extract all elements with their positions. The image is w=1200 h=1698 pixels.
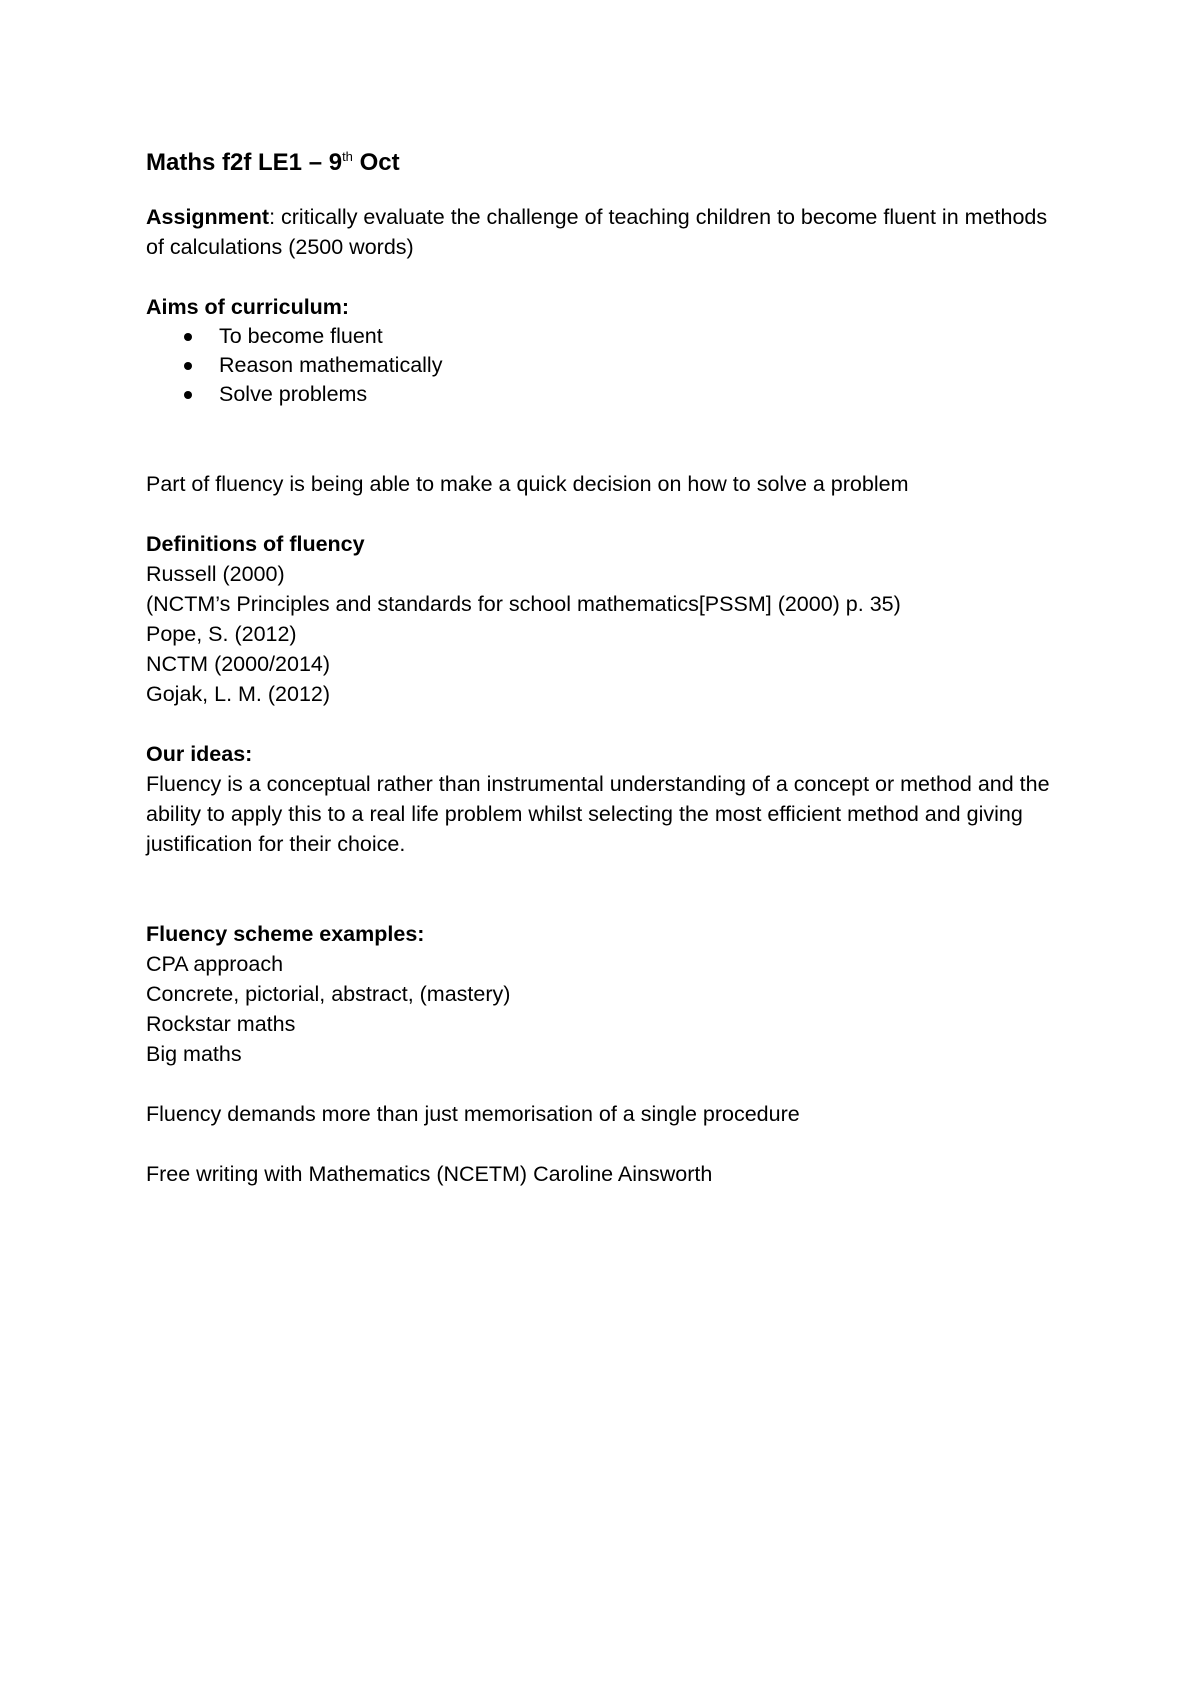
assignment-label: Assignment [146, 205, 270, 229]
definition-item: Gojak, L. M. (2012) [146, 682, 331, 706]
memorisation-note: Fluency demands more than just memorisation of a single procedure [146, 1102, 800, 1126]
aims-list [146, 322, 1066, 409]
assignment-text: : critically evaluate the challenge of teaching children to become fluent in methods of calculations (2500 words) [146, 205, 1048, 259]
aims-heading: Aims of curriculum: [146, 295, 350, 319]
title-main: Maths f2f LE1 – 9 [146, 149, 343, 176]
title-suffix: Oct [352, 149, 400, 176]
bullet-icon [184, 333, 192, 341]
document-body [146, 146, 1066, 1189]
definition-item: Pope, S. (2012) [146, 622, 297, 646]
fluency-note: Part of fluency is being able to make a quick decision on how to solve a problem [146, 472, 909, 496]
document-title [146, 146, 1066, 180]
definitions-heading: Definitions of fluency [146, 532, 365, 556]
aims-item-text: Solve problems [219, 382, 368, 406]
aims-list-item [146, 351, 1066, 380]
definition-item: Russell (2000) [146, 562, 285, 586]
definition-item: (NCTM’s Principles and standards for school mathematics[PSSM] (2000) p. 35) [146, 592, 901, 616]
bullet-icon [184, 391, 192, 399]
aims-list-item [146, 322, 1066, 351]
assignment-paragraph [146, 202, 1066, 262]
bullet-icon [184, 362, 192, 370]
definitions-list [146, 559, 1066, 709]
schemes-list [146, 949, 1066, 1069]
title-superscript: th [342, 149, 353, 164]
schemes-heading: Fluency scheme examples: [146, 922, 425, 946]
ideas-heading: Our ideas: [146, 742, 253, 766]
aims-item-text: Reason mathematically [219, 353, 443, 377]
scheme-item: Big maths [146, 1042, 242, 1066]
free-writing-note: Free writing with Mathematics (NCETM) Caroline Ainsworth [146, 1162, 713, 1186]
scheme-item: CPA approach [146, 952, 284, 976]
scheme-item: Concrete, pictorial, abstract, (mastery) [146, 982, 511, 1006]
scheme-item: Rockstar maths [146, 1012, 296, 1036]
ideas-text: Fluency is a conceptual rather than instrumental understanding of a concept or method and the ability to apply this to a real life problem whilst selecting the most efficient method and giving justification for their choice. [146, 772, 1050, 856]
aims-item-text: To become fluent [219, 324, 383, 348]
definition-item: NCTM (2000/2014) [146, 652, 331, 676]
aims-list-item [146, 380, 1066, 409]
